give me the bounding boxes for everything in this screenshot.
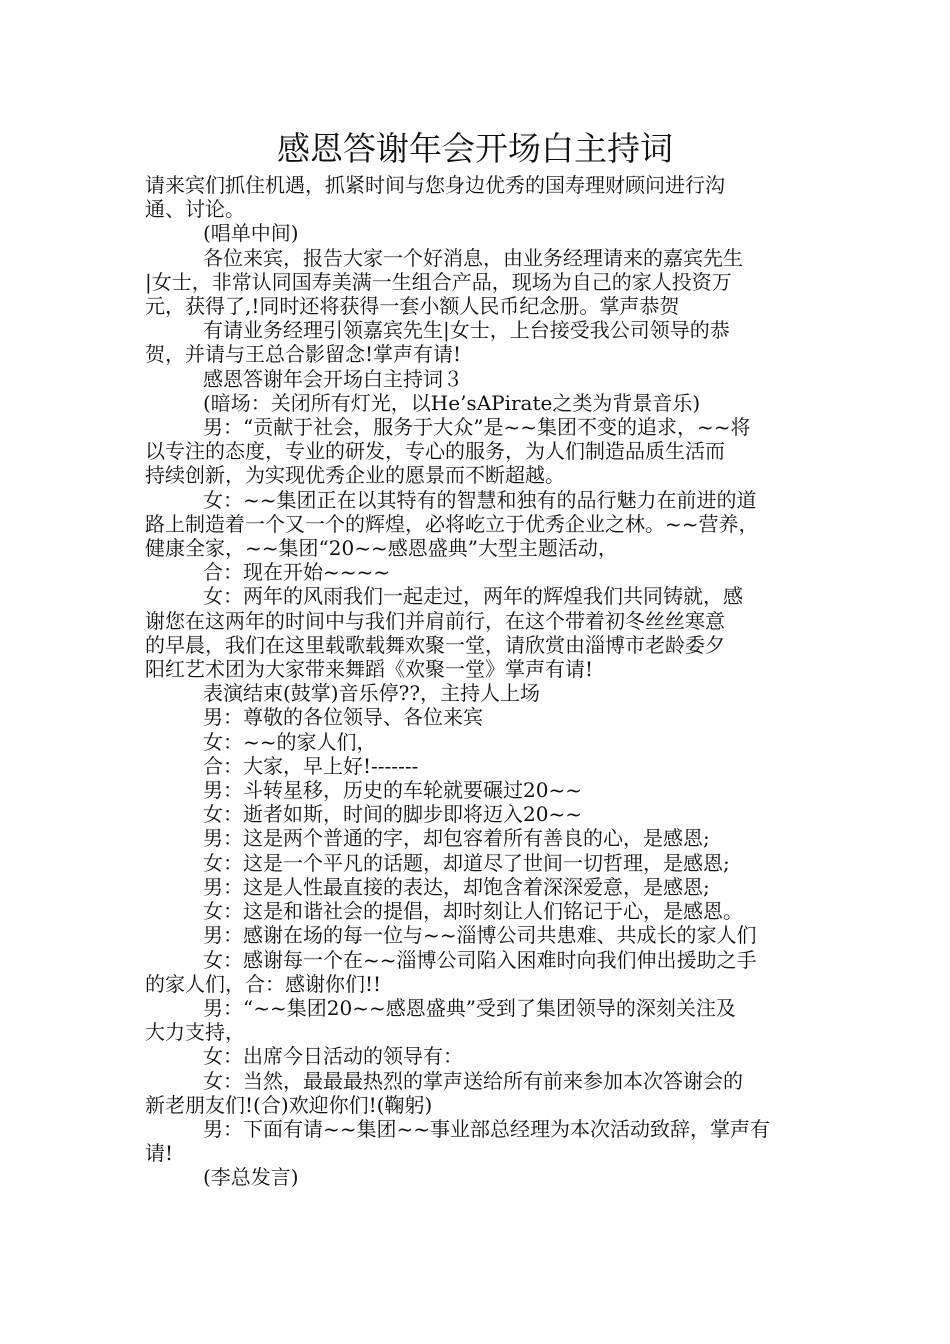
text-line: 健康全家，~~集团“20~~感恩盛典”大型主题活动， bbox=[145, 536, 618, 561]
paragraph bbox=[145, 173, 810, 221]
paragraph bbox=[145, 367, 810, 391]
paragraph bbox=[145, 221, 810, 245]
paragraph bbox=[145, 705, 810, 729]
paragraph bbox=[145, 246, 810, 319]
text-line: 男：这是两个普通的字，却包容着所有善良的心，是感恩; bbox=[203, 826, 710, 851]
paragraph bbox=[145, 996, 810, 1044]
text-line: 请来宾们抓住机遇，抓紧时间与您身边优秀的国寿理财顾问进行沟 bbox=[145, 173, 725, 197]
document-title: 感恩答谢年会开场白主持词 bbox=[277, 129, 673, 168]
text-line: 女：这是和谐社会的提倡，却时刻让人们铭记于心，是感恩。 bbox=[203, 899, 743, 924]
paragraph bbox=[145, 778, 810, 802]
text-line: 路上制造着一个又一个的辉煌，必将屹立于优秀企业之林。~~营养， bbox=[145, 511, 759, 536]
text-line: 贺，并请与王总合影留念!掌声有请! bbox=[145, 342, 462, 367]
text-line: (暗场：关闭所有灯光，以He’sAPirate之类为背景音乐) bbox=[203, 390, 701, 415]
paragraph bbox=[145, 1117, 810, 1165]
text-line: 男：感谢在场的每一位与~~淄博公司共患难、共成长的家人们 bbox=[203, 923, 757, 948]
text-line: 的早晨，我们在这里载歌载舞欢聚一堂，请欣赏由淄博市老龄委夕 bbox=[145, 632, 725, 657]
text-line: 女：感谢每一个在~~淄博公司陷入困难时向我们伸出援助之手 bbox=[203, 947, 757, 972]
text-line: 表演结束(鼓掌)音乐停??，主持人上场 bbox=[203, 681, 541, 706]
text-line: 持续创新，为实现优秀企业的愿景而不断超越。 bbox=[145, 463, 565, 488]
text-line: 各位来宾，报告大家一个好消息，由业务经理请来的嘉宾先生 bbox=[203, 245, 743, 270]
text-line: 请! bbox=[145, 1141, 174, 1166]
text-line: 男：下面有请~~集团~~事业部总经理为本次活动致辞，掌声有 bbox=[203, 1116, 771, 1141]
document-body bbox=[145, 173, 810, 1190]
paragraph bbox=[145, 560, 810, 584]
paragraph bbox=[145, 851, 810, 875]
paragraph bbox=[145, 948, 810, 996]
text-line: 感恩答谢年会开场白主持词３ bbox=[203, 366, 463, 391]
text-line: 阳红艺术团为大家带来舞蹈《欢聚一堂》掌声有请! bbox=[145, 657, 594, 682]
text-line: 女：~~的家人们， bbox=[203, 729, 377, 754]
paragraph bbox=[145, 391, 810, 415]
text-line: |女士，非常认同国寿美满一生组合产品，现场为自己的家人投资万 bbox=[145, 269, 732, 294]
paragraph bbox=[145, 802, 810, 826]
text-line: 大力支持， bbox=[145, 1020, 245, 1045]
text-line: 男：尊敬的各位领导、各位来宾 bbox=[203, 705, 483, 730]
text-line: 女：当然，最最最热烈的掌声送给所有前来参加本次答谢会的 bbox=[203, 1068, 743, 1093]
text-line: 有请业务经理引领嘉宾先生|女士，上台接受我公司领导的恭 bbox=[203, 318, 730, 343]
text-line: 合：现在开始~~~~ bbox=[203, 560, 391, 585]
text-line: 以专注的态度，专业的研发，专心的服务，为人们制造品质生活而 bbox=[145, 439, 725, 464]
paragraph bbox=[145, 730, 810, 754]
paragraph bbox=[145, 488, 810, 561]
text-line: 男：“~~集团20~~感恩盛典”受到了集团领导的深刻关注及 bbox=[203, 995, 736, 1020]
text-line: 男：斗转星移，历史的车轮就要碾过20~~ bbox=[203, 778, 582, 803]
paragraph bbox=[145, 923, 810, 947]
paragraph bbox=[145, 318, 810, 366]
paragraph bbox=[145, 899, 810, 923]
paragraph bbox=[145, 1165, 810, 1189]
text-line: 男：这是人性最直接的表达，却饱含着深深爱意，是感恩; bbox=[203, 874, 710, 899]
text-line: 的家人们，合：感谢你们!! bbox=[145, 971, 382, 996]
text-line: (李总发言) bbox=[203, 1165, 299, 1190]
text-line: 女：~~集团正在以其特有的智慧和独有的品行魅力在前进的道 bbox=[203, 487, 757, 512]
paragraph bbox=[145, 584, 810, 681]
paragraph bbox=[145, 1044, 810, 1068]
text-line: 女：逝者如斯，时间的脚步即将迈入20~~ bbox=[203, 802, 582, 827]
text-line: 新老朋友们!(合)欢迎你们!(鞠躬) bbox=[145, 1092, 433, 1117]
paragraph bbox=[145, 875, 810, 899]
paragraph bbox=[145, 754, 810, 778]
text-line: 男：“贡献于社会，服务于大众”是~~集团不变的追求，~~将 bbox=[203, 415, 751, 440]
text-line: 谢您在这两年的时间中与我们并肩前行，在这个带着初冬丝丝寒意 bbox=[145, 608, 725, 633]
text-line: 合：大家，早上好!------- bbox=[203, 753, 419, 778]
text-line: 女：出席今日活动的领导有： bbox=[203, 1044, 463, 1069]
paragraph bbox=[145, 415, 810, 488]
text-line: 通、讨论。 bbox=[145, 197, 245, 222]
text-line: 女：这是一个平凡的话题，却道尽了世间一切哲理，是感恩; bbox=[203, 850, 730, 875]
paragraph bbox=[145, 1069, 810, 1117]
paragraph bbox=[145, 681, 810, 705]
text-line: (唱单中间) bbox=[203, 221, 299, 246]
paragraph bbox=[145, 826, 810, 850]
text-line: 元，获得了,!同时还将获得一套小额人民币纪念册。掌声恭贺 bbox=[145, 294, 680, 319]
text-line: 女：两年的风雨我们一起走过，两年的辉煌我们共同铸就，感 bbox=[203, 584, 743, 609]
